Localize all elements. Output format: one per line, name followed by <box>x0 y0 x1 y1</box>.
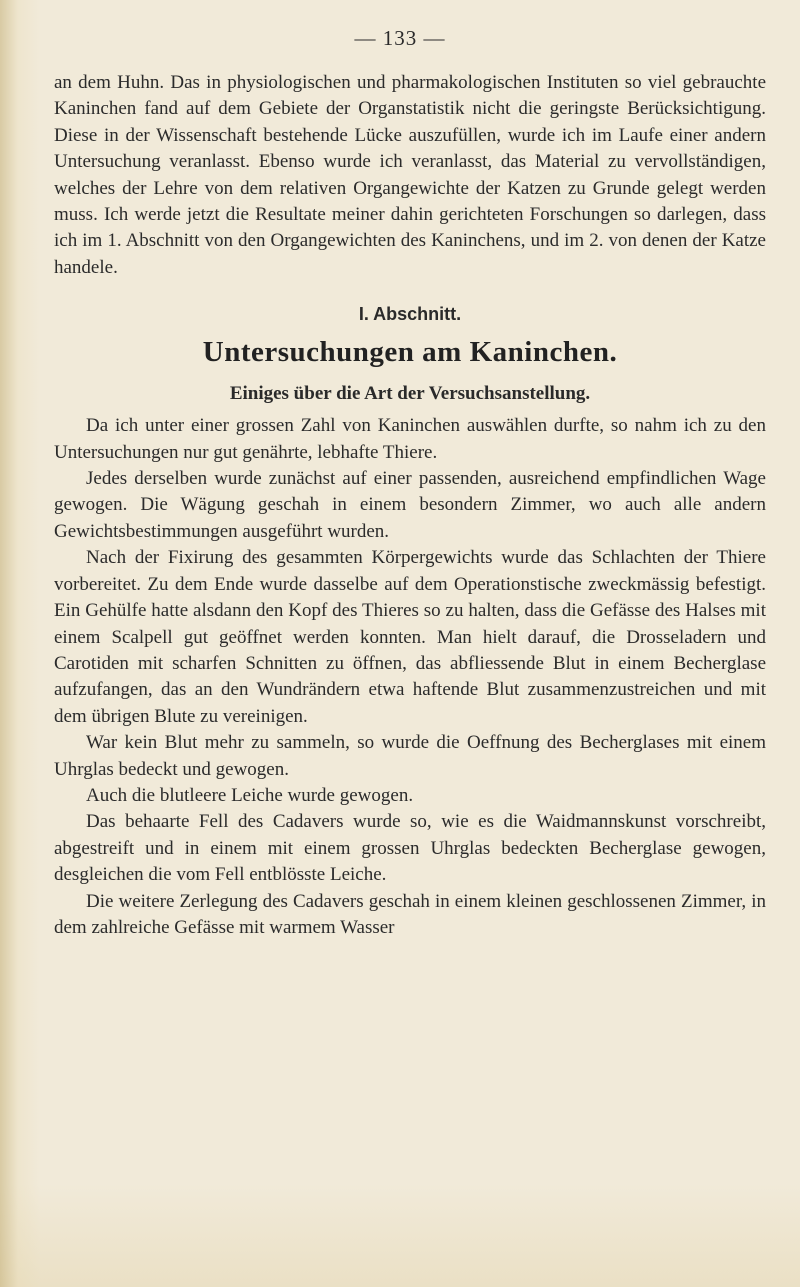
section-label: I. Abschnitt. <box>358 304 462 325</box>
body-paragraph: Das behaarte Fell des Cadavers wurde so, wie es die Waidmannskunst vorschreibt, abgestreift und in einem mit einem grossen Uhrglas bedeckten Becherglase gewogen, desgleichen die vom Fell entblösste Leiche. <box>54 811 766 886</box>
page-number: — 133 — <box>354 26 446 50</box>
subsection-title: Einiges über die Art der Versuchsanstellung. <box>229 383 591 405</box>
section-title: Untersuchungen am Kaninchen. <box>202 336 618 369</box>
body-paragraph: Die weitere Zerlegung des Cadavers geschah in einem kleinen geschlossenen Zimmer, in dem zahlreiche Gefässe mit warmem Wasser <box>54 890 766 938</box>
body-paragraph: Nach der Fixirung des gesammten Körpergewichts wurde das Schlachten der Thiere vorbereitet. Zu dem Ende wurde dasselbe auf dem Operationstische zweckmässig befestigt. Ein Gehülfe hatte alsdann den Kopf des Thieres so zu halten, dass die Gefässe des Halses mit einem Scalpell gut geöffnet werden konnten. Man hielt darauf, die Drosseladern und Carotiden mit scharfen Schnitten zu öffnen, das abfliessende Blut in einem Becherglase aufzufangen, das an den Wundrändern etwa haftende Blut zusammenzustreichen und mit dem übrigen Blute zu vereinigen. <box>54 547 766 727</box>
intro-paragraph: an dem Huhn. Das in physiologischen und pharmakologischen Instituten so viel gebrauchte Kaninchen fand auf dem Gebiete der Organstatistik nicht die geringste Berücksichtigung. Diese in der Wissenschaft bestehende Lücke auszufüllen, wurde ich im Laufe einer andern Untersuchung veranlasst. Ebenso wurde ich veranlasst, das Material zu vervollständigen, welches der Lehre von dem relativen Organgewichte der Katzen zu Grunde gelegt werden muss. Ich werde jetzt die Resultate meiner dahin gerichteten Forschungen so darlegen, dass ich im 1. Abschnitt von den Organgewichten des Kaninchens, und im 2. von denen der Katze handele. <box>54 72 766 278</box>
body-paragraph: War kein Blut mehr zu sammeln, so wurde die Oeffnung des Becherglases mit einem Uhrglas bedeckt und gewogen. <box>54 732 766 780</box>
body-paragraph: Da ich unter einer grossen Zahl von Kaninchen auswählen durfte, so nahm ich zu den Untersuchungen nur gut genährte, lebhafte Thiere. <box>54 415 766 463</box>
body-paragraph: Auch die blutleere Leiche wurde gewogen. <box>86 784 414 806</box>
page-body <box>54 70 766 941</box>
body-paragraph: Jedes derselben wurde zunächst auf einer passenden, ausreichend empfindlichen Wage gewogen. Die Wägung geschah in einem besondern Zimmer, wo auch alle andern Gewichtsbestimmungen ausgeführt wurden. <box>54 468 766 542</box>
